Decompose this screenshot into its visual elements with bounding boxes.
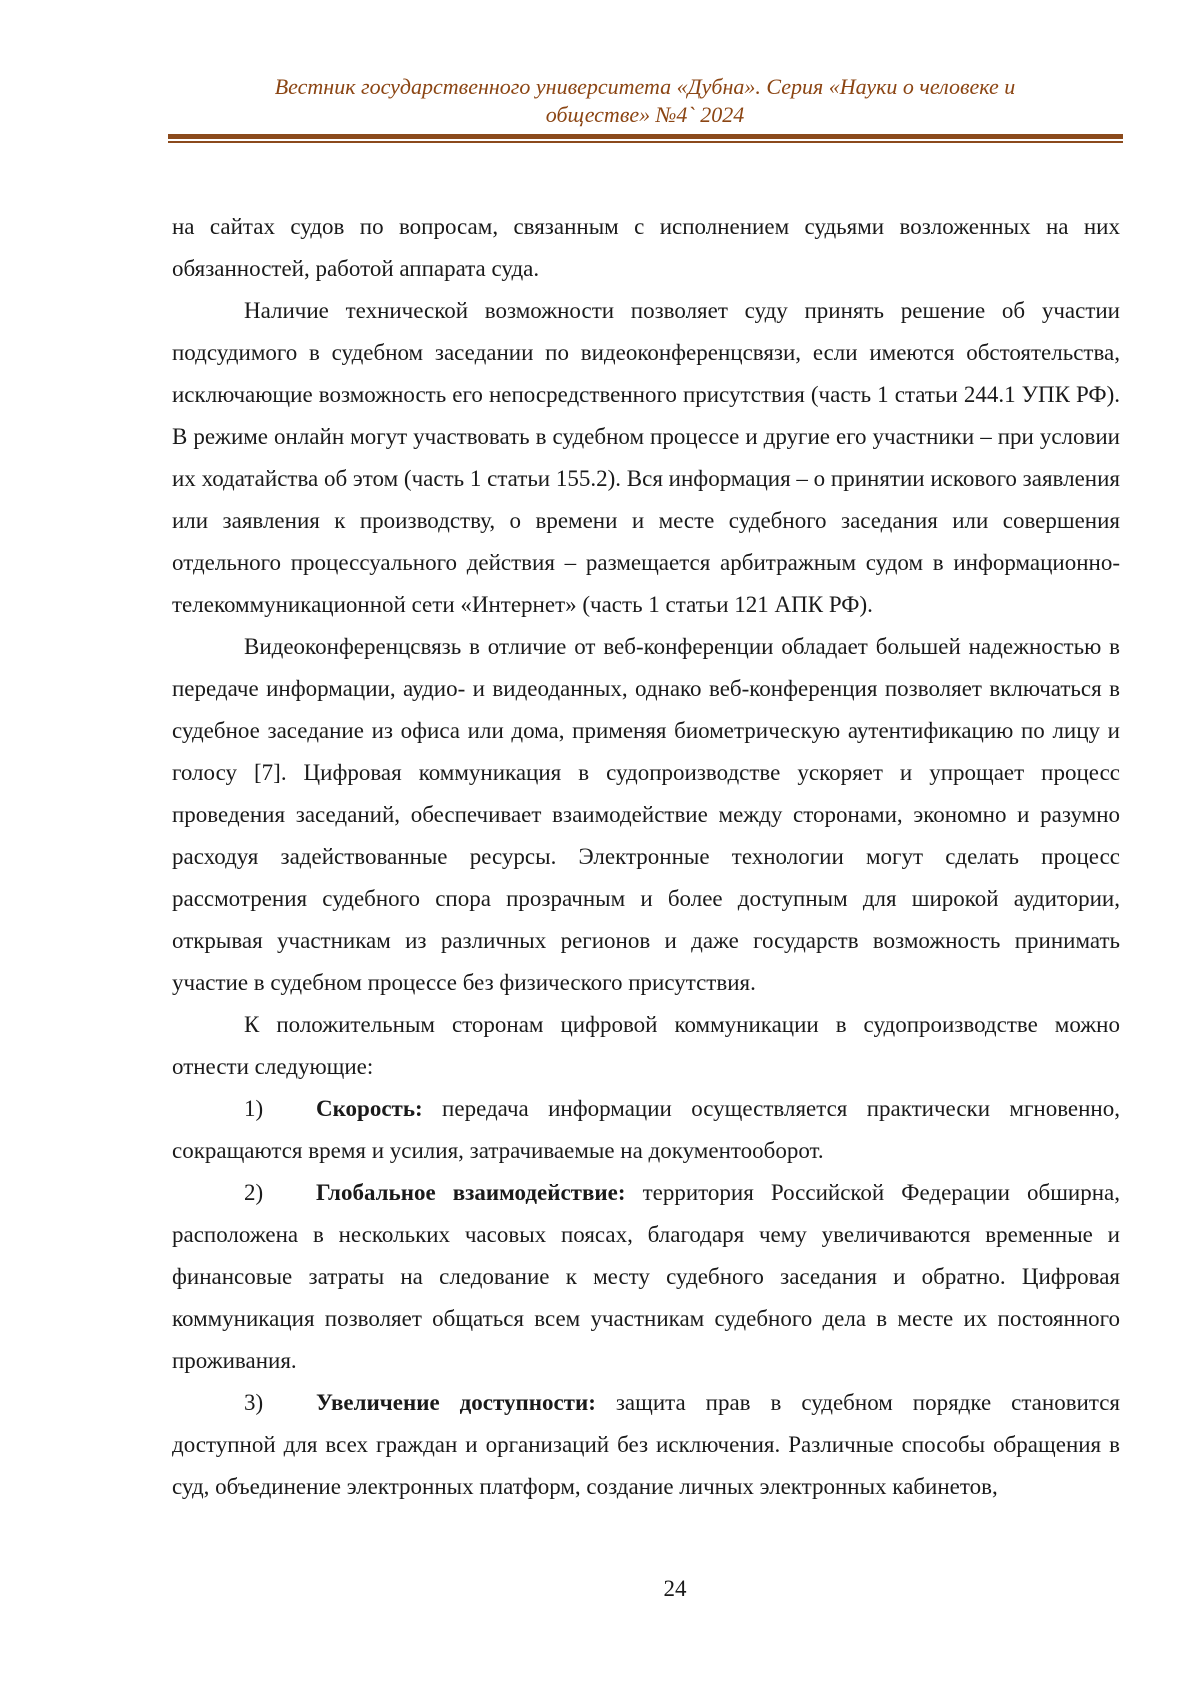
paragraph: Наличие технической возможности позволяет суду принять решение об участии подсудимого в судебном заседании по видеоконференцсвязи, если имеются обстоятельства, исключающие возможность его непосредственного присутствия (часть 1 статьи 244.1 УПК РФ). В режиме онлайн могут участвовать в судебном процессе и другие его участники – при условии их ходатайства об этом (часть 1 статьи 155.2). Вся информация – о принятии искового заявления или заявления к производству, о времени и месте судебного заседания или совершения отдельного процессуального действия – размещается арбитражным судом в информационно-телекоммуникационной сети «Интернет» (часть 1 статьи 121 АПК РФ). <box>172 298 1120 617</box>
list-item-text: территория Российской Федерации обширна, расположена в нескольких часовых поясах, благодаря чему увеличиваются временные и финансовые затраты на следование к месту судебного заседания и обратно. Цифровая коммуникация позволяет общаться всем участникам судебного дела в месте их постоянного проживания. <box>172 1180 1120 1373</box>
list-item-title: Увеличение доступности: <box>316 1390 596 1415</box>
paragraph-continuation: на сайтах судов по вопросам, связанным с исполнением судьями возложенных на них обязанностей, работой аппарата суда. <box>172 214 1120 281</box>
list-item-number: 2) <box>244 1180 264 1205</box>
paragraph: Видеоконференцсвязь в отличие от веб-конференции обладает большей надежностью в передаче информации, аудио- и видеоданных, однако веб-конференция позволяет включаться в судебное заседание из офиса или дома, применяя биометрическую аутентификацию по лицу и голосу [7]. Цифровая коммуникация в судопроизводстве ускоряет и упрощает процесс проведения заседаний, обеспечивает взаимодействие между сторонами, экономно и разумно расходуя задействованные ресурсы. Электронные технологии могут сделать процесс рассмотрения судебного спора прозрачным и более доступным для широкой аудитории, открывая участникам из различных регионов и даже государств возможность принимать участие в судебном процессе без физического присутствия. <box>172 634 1120 995</box>
header-rule-thin <box>168 141 1123 143</box>
list-item <box>172 1172 1120 1382</box>
header-line-2: обществе» №4` 2024 <box>545 102 745 127</box>
header-line-1: Вестник государственного университета «Дубна». Серия «Науки о человеке и <box>274 74 1016 99</box>
article-body <box>172 206 1120 1508</box>
list-item-number: 3) <box>244 1390 264 1415</box>
list-item-text: защита прав в судебном порядке становится доступной для всех граждан и организаций без исключения. Различные способы обращения в суд, объединение электронных платформ, создание личных электронных кабинетов, <box>172 1390 1120 1499</box>
journal-header <box>170 73 1120 129</box>
list-item-number: 1) <box>244 1096 264 1121</box>
header-rule-thick <box>168 134 1123 139</box>
paragraph: К положительным сторонам цифровой коммуникации в судопроизводстве можно отнести следующие: <box>172 1012 1120 1079</box>
list-item <box>172 1382 1120 1508</box>
list-item-title: Глобальное взаимодействие: <box>316 1180 626 1205</box>
page-number: 24 <box>663 1576 687 1601</box>
list-item-title: Скорость: <box>316 1096 423 1121</box>
list-item <box>172 1088 1120 1172</box>
list-item-text: передача информации осуществляется практически мгновенно, сокращаются время и усилия, затрачиваемые на документооборот. <box>172 1096 1120 1163</box>
